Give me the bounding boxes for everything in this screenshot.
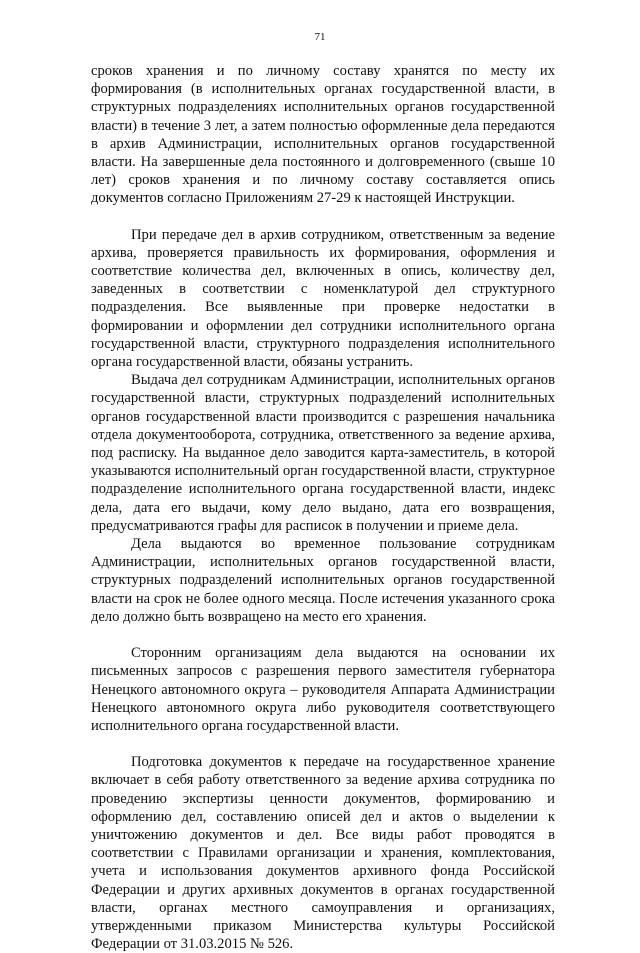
page-number: 71 (314, 31, 326, 43)
paragraph-storage-terms: сроков хранения и по личному составу хранятся по месту их формирования (в исполнительных органах государственной власти, в структурных подразделениях исполнительных органов государственной власти) в течение 3 лет, а затем полностью оформленные дела передаются в архив Администрации, исполнительных органов государственной власти. На завершенные дела постоянного и долговременного (свыше 10 лет) сроков хранения и по личному составу составляется опись документов согласно Приложениям 27-29 к настоящей Инструкции. (91, 63, 555, 207)
document-body (91, 62, 555, 953)
paragraph-third-party: Сторонним организациям дела выдаются на основании их письменных запросов с разрешения первого заместителя губернатора Ненецкого автономного округа – руководителя Аппарата Администрации Ненецкого автономного округа либо руководителя соответствующего исполнительного органа государственной власти. (91, 645, 555, 734)
paragraph-temporary-use: Дела выдаются во временное пользование сотрудникам Администрации, исполнительных органов государственной власти, структурных подразделений исполнительных органов государственной власти на срок не более одного месяца. После истечения указанного срока дело должно быть возвращено на место его хранения. (91, 536, 555, 625)
paragraph-issuing-files: Выдача дел сотрудникам Администрации, исполнительных органов государственной власти, структурных подразделений исполнительных органов государственной власти производится с разрешения начальника отдела документооборота, сотрудника, ответственного за ведение архива, под расписку. На выданное дело заводится карта-заместитель, в которой указываются исполнительный орган государственной власти, структурное подразделение исполнительного органа государственной власти, индекс дела, дата его выдачи, кому дело выдано, дата его возвращения, предусматриваются графы для расписок в получении и приеме дела. (91, 372, 555, 534)
paragraph-archive-transfer: При передаче дел в архив сотрудником, ответственным за ведение архива, проверяется правильность их формирования, оформления и соответствие количества дел, включенных в опись, количеству дел, заведенных в соответствии с номенклатурой дел структурного подразделения. Все выявленные при проверке недостатки в формировании и оформлении дел сотрудники исполнительного органа государственной власти, структурного подразделения исполнительного органа государственной власти, обязаны устранить. (91, 226, 555, 371)
paragraph-state-storage-prep: Подготовка документов к передаче на государственное хранение включает в себя работу ответственного за ведение архива сотрудника по проведению экспертизы ценности документов, формированию и оформлению дел, составлению описей дел и актов о выделении к уничтожению документов и дел. Все виды работ проводятся в соответствии с Правилами организации и хранения, комплектования, учета и использования документов архивного фонда Российской Федерации и других архивных документов в органах государственной власти, органах местного самоуправления и организациях, утвержденными приказом Министерства культуры Российской Федерации от 31.03.2015 № 526. (91, 754, 555, 953)
